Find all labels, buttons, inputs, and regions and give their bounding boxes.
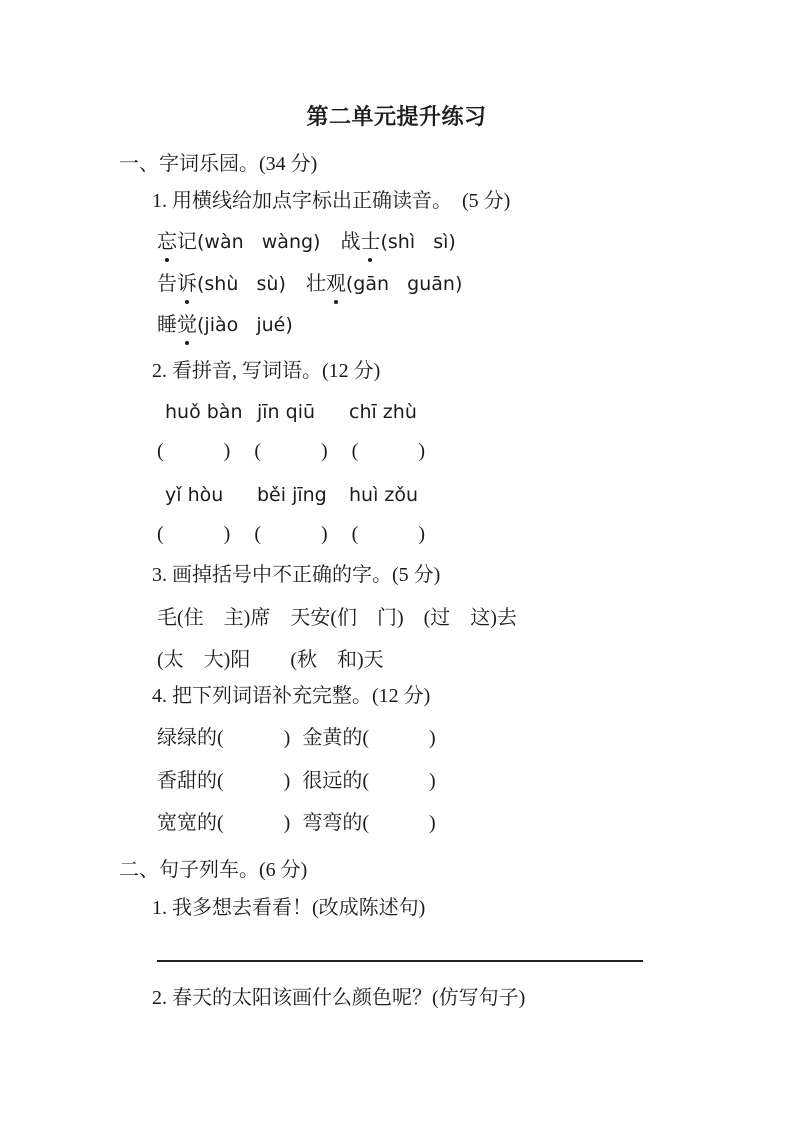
q2-pinyin-row-1 xyxy=(165,398,441,426)
pinyin-word: huǒ bàn xyxy=(165,401,243,423)
q1-word-row-2 xyxy=(157,270,462,298)
fill-in-phrase: 很远的( ) xyxy=(302,770,436,792)
hanzi: 战 xyxy=(340,231,361,253)
q1-word-row-3 xyxy=(157,311,293,339)
q1-label: 1. 用横线给加点字标出正确读音。 (5 分) xyxy=(152,190,511,212)
answer-write-line xyxy=(157,960,643,962)
hanzi: 壮 xyxy=(305,273,326,295)
fill-in-phrase: 香甜的( ) xyxy=(157,770,291,792)
q1-word-row-1 xyxy=(157,228,456,256)
section1-heading: 一、字词乐园。(34 分) xyxy=(119,153,318,175)
answer-blank: ( ) xyxy=(351,523,425,545)
hanzi-dotted: 观 xyxy=(326,270,346,298)
q4-row-1 xyxy=(157,724,436,752)
word-shuijiao xyxy=(157,311,293,339)
fill-in-phrase: 宽宽的( ) xyxy=(157,812,291,834)
word-wangji xyxy=(157,228,320,256)
answer-blank: ( ) xyxy=(351,440,425,462)
q3-row-2: (太 大)阳 (秋 和)天 xyxy=(157,649,384,671)
pinyin-options: (shù sù) xyxy=(197,273,286,295)
hanzi-dotted: 忘 xyxy=(157,228,177,256)
q3-label: 3. 画掉括号中不正确的字。(5 分) xyxy=(152,564,441,586)
word-gaosu xyxy=(157,270,286,298)
pinyin-word: huì zǒu xyxy=(349,484,419,506)
fill-in-phrase: 金黄的( ) xyxy=(302,727,436,749)
pinyin-word: běi jīng xyxy=(257,484,327,506)
pinyin-options: (wàn wàng) xyxy=(197,231,321,253)
q2-blank-row-2 xyxy=(157,520,449,548)
hanzi: 告 xyxy=(157,273,177,295)
q2-blank-row-1 xyxy=(157,437,449,465)
pinyin-options: (gān guān) xyxy=(345,273,463,295)
answer-blank: ( ) xyxy=(157,440,231,462)
q4-label: 4. 把下列词语补充完整。(12 分) xyxy=(152,685,431,707)
s2-q1: 1. 我多想去看看！(改成陈述句) xyxy=(152,897,426,919)
pinyin-word: yǐ hòu xyxy=(165,484,224,506)
word-zhuangguan xyxy=(306,270,462,298)
word-zhanshi xyxy=(340,228,455,256)
hanzi: 睡 xyxy=(157,314,177,336)
fill-in-phrase: 弯弯的( ) xyxy=(302,812,436,834)
pinyin-options: (shì sì) xyxy=(380,231,456,253)
q2-label: 2. 看拼音, 写词语。(12 分) xyxy=(152,360,381,382)
answer-blank: ( ) xyxy=(254,440,328,462)
q3-row-1: 毛(住 主)席 天安(们 门) (过 这)去 xyxy=(157,607,517,629)
hanzi-dotted: 诉 xyxy=(177,270,197,298)
hanzi-dotted: 士 xyxy=(360,228,380,256)
answer-blank: ( ) xyxy=(254,523,328,545)
answer-blank: ( ) xyxy=(157,523,231,545)
s2-q2: 2. 春天的太阳该画什么颜色呢？(仿写句子) xyxy=(152,987,526,1009)
hanzi: 记 xyxy=(177,231,197,253)
hanzi-dotted: 觉 xyxy=(177,311,197,339)
q2-pinyin-row-2 xyxy=(165,481,441,509)
pinyin-word: jīn qiū xyxy=(257,401,316,423)
pinyin-options: (jiào jué) xyxy=(197,314,293,336)
q4-row-2 xyxy=(157,767,436,795)
page-title: 第二单元提升练习 xyxy=(306,104,487,129)
q4-row-3 xyxy=(157,809,436,837)
fill-in-phrase: 绿绿的( ) xyxy=(157,727,291,749)
section2-heading: 二、句子列车。(6 分) xyxy=(119,859,308,881)
pinyin-word: chī zhù xyxy=(349,401,417,423)
